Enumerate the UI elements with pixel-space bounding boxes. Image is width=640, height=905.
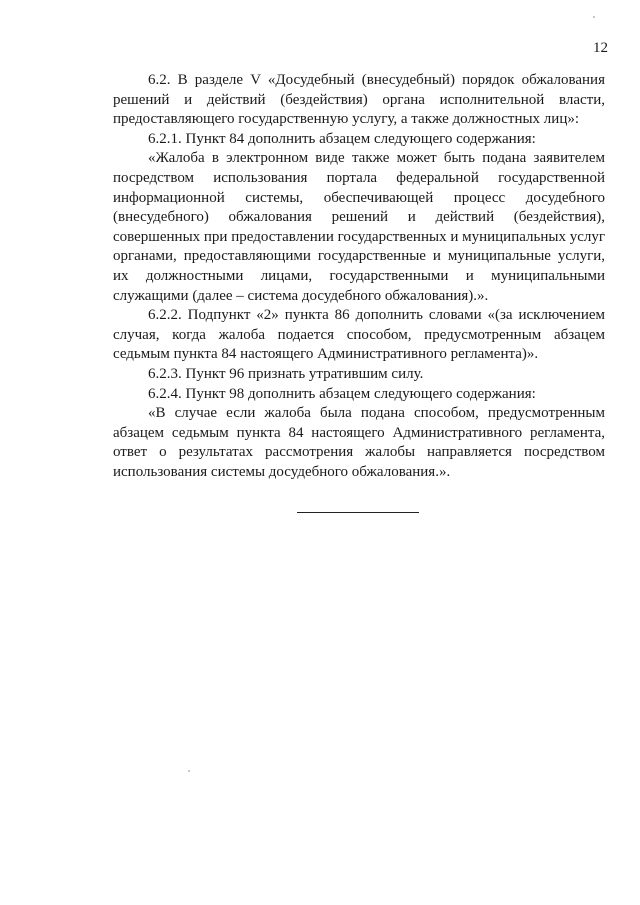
paragraph-6-2: 6.2. В разделе V «Досудебный (внесудебный) порядок обжалования решений и действий (бездействия) органа исполнительной власти, предоставляющего государственную услугу, а также должностных лиц»: <box>113 72 605 128</box>
paragraph-6-2-2: 6.2.2. Подпункт «2» пункта 86 дополнить словами «(за исключением случая, когда жалоба подается способом, предусмотренным абзацем седьмым пункта 84 настоящего Административного регламента)». <box>113 307 605 363</box>
closing-rule <box>297 512 419 513</box>
quote-complaint-electronic: «Жалоба в электронном виде также может быть подана заявителем посредством использования портала федеральной государственной информационной системы, обеспечивающей процесс досудебного (внесудебного) обжалования решений и действий (бездействия), совершенных при предоставлении государственных и муниципальных услуг органами, предоставляющими государственные и муниципальные услуги, их должностными лицами, государственными и муниципальными служащими (далее – система досудебного обжалования).». <box>113 150 605 304</box>
document-body <box>113 71 605 482</box>
scan-speck <box>188 770 190 772</box>
page-number: 12 <box>593 40 608 56</box>
paragraph-6-2-1: 6.2.1. Пункт 84 дополнить абзацем следующего содержания: <box>148 130 536 147</box>
quote-complaint-response: «В случае если жалоба была подана способом, предусмотренным абзацем седьмым пункта 84 настоящего Административного регламента, ответ о результатах рассмотрения жалобы направляется посредством использования системы досудебного обжалования.». <box>113 405 605 480</box>
paragraph-6-2-3: 6.2.3. Пункт 96 признать утратившим силу. <box>148 365 424 382</box>
scan-speck <box>593 16 595 18</box>
paragraph-6-2-4: 6.2.4. Пункт 98 дополнить абзацем следующего содержания: <box>148 385 536 402</box>
